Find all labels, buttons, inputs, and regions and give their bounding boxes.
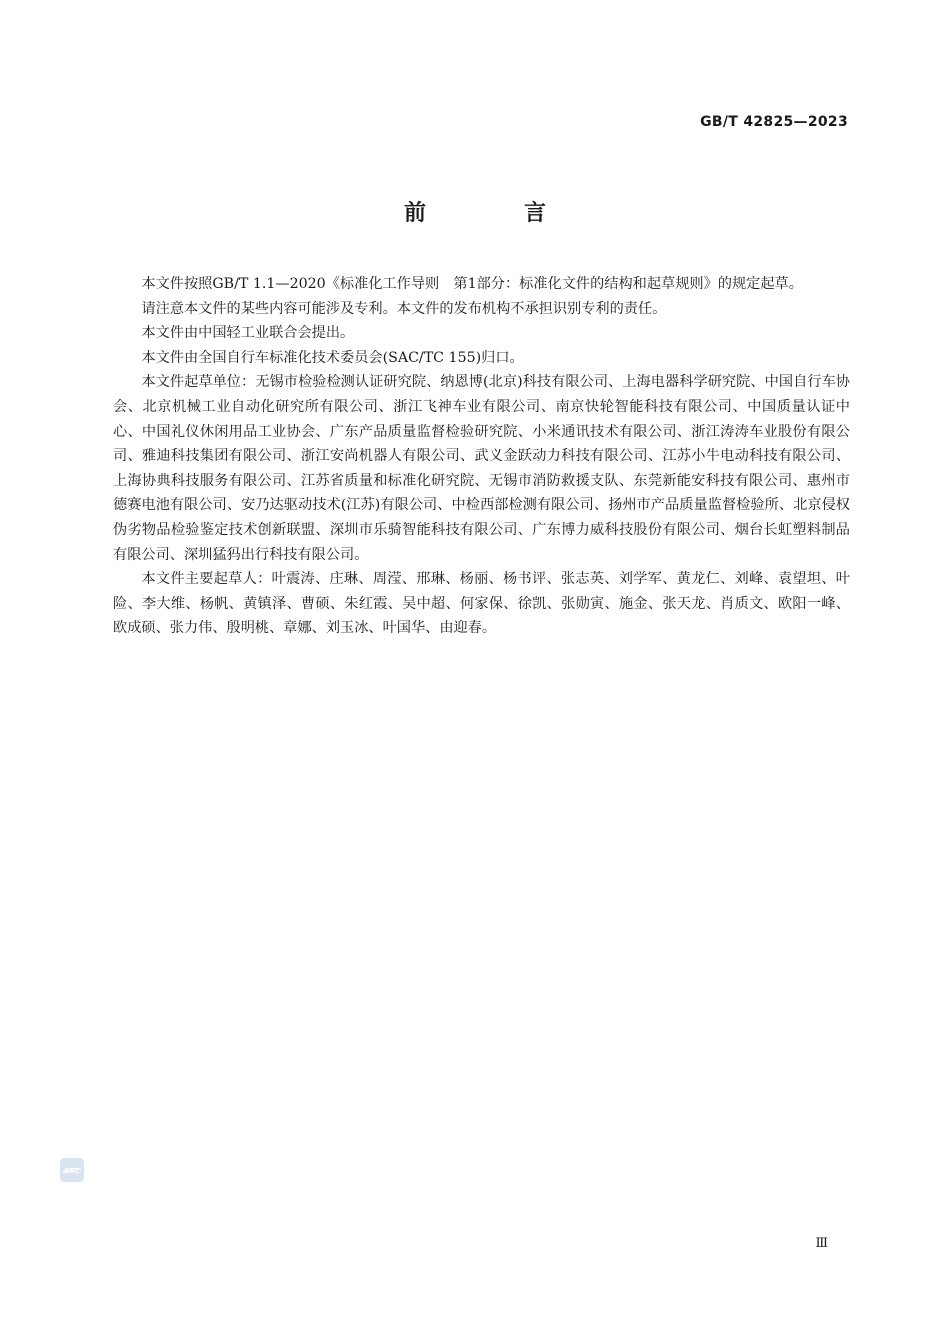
svg-text:SAC: SAC bbox=[64, 1167, 80, 1175]
page-title: 前 言 bbox=[403, 201, 584, 226]
preface-body bbox=[113, 272, 850, 641]
paragraph-drafting-units: 本文件起草单位：无锡市检验检测认证研究院、纳恩博(北京)科技有限公司、上海电器科学研究院、中国自行车协会、北京机械工业自动化研究所有限公司、浙江飞神车业有限公司、南京快轮智能科技有限公司、中国质量认证中心、中国礼仪休闲用品工业协会、广东产品质量监督检验研究院、小米通讯技术有限公司、浙江涛涛车业股份有限公司、雅迪科技集团有限公司、浙江安尚机器人有限公司、武义金跃动力科技有限公司、江苏小牛电动科技有限公司、上海协典科技服务有限公司、江苏省质量和标准化研究院、无锡市消防救援支队、东莞新能安科技有限公司、惠州市德赛电池有限公司、安乃达驱动技术(江苏)有限公司、中检西部检测有限公司、扬州市产品质量监督检验所、北京侵权伪劣物品检验鉴定技术创新联盟、深圳市乐骑智能科技有限公司、广东博力威科技股份有限公司、烟台长虹塑料制品有限公司、深圳猛犸出行科技有限公司。 bbox=[113, 374, 850, 563]
standard-number: GB/T 42825—2023 bbox=[700, 114, 848, 130]
paragraph-patent-notice: 请注意本文件的某些内容可能涉及专利。本文件的发布机构不承担识别专利的责任。 bbox=[141, 300, 667, 317]
sac-logo-icon bbox=[60, 1158, 84, 1182]
paragraph-drafters: 本文件主要起草人：叶震涛、庄琳、周滢、邢琳、杨丽、杨书评、张志英、刘学军、黄龙仁、刘峰、袁望坦、叶险、李大维、杨帆、黄镇泽、曹硕、朱红霞、吴中超、何家保、徐凯、张勋寅、施金、张天龙、肖质文、欧阳一峰、欧成硕、张力伟、殷明桃、章娜、刘玉冰、叶国华、由迎春。 bbox=[113, 571, 850, 637]
page-number: Ⅲ bbox=[815, 1236, 828, 1251]
paragraph-drafting-rules: 本文件按照GB/T 1.1—2020《标准化工作导则 第1部分：标准化文件的结构和起草规则》的规定起草。 bbox=[141, 276, 803, 292]
paragraph-proposer: 本文件由中国轻工业联合会提出。 bbox=[141, 325, 355, 342]
paragraph-committee: 本文件由全国自行车标准化技术委员会(SAC/TC 155)归口。 bbox=[141, 349, 524, 366]
